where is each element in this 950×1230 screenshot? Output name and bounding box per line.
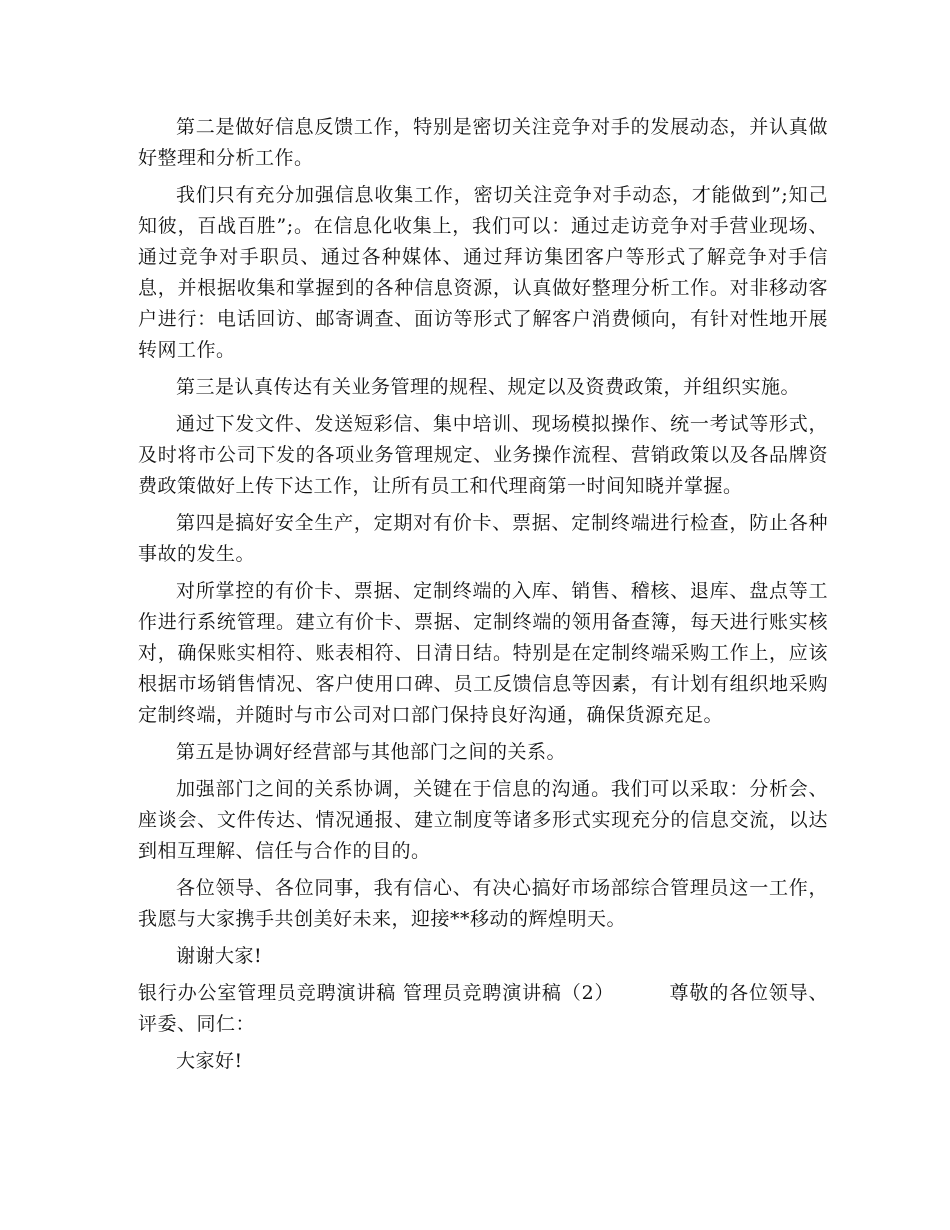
paragraph: 我们只有充分加强信息收集工作，密切关注竞争对手动态，才能做到”;知己知彼，百战百胜”;。在信息化收集上，我们可以：通过走访竞争对手营业现场、通过竞争对手职员、通过各种媒体、通过拜访集团客户等形式了解竞争对手信息，并根据收集和掌握到的各种信息资源，认真做好整理分析工作。对非移动客户进行：电话回访、邮寄调查、面访等形式了解客户消费倾向，有针对性地开展转网工作。	[138, 184, 828, 361]
speech-title-line: 银行办公室管理员竞聘演讲稿 管理员竞聘演讲稿（2） 尊敬的各位领导、评委、同仁：	[138, 982, 828, 1035]
greeting: 大家好!	[176, 1050, 243, 1072]
document-body	[138, 112, 828, 1083]
paragraph: 第五是协调好经营部与其他部门之间的关系。	[176, 741, 567, 763]
paragraph: 加强部门之间的关系协调，关键在于信息的沟通。我们可以采取：分析会、座谈会、文件传达、情况通报、建立制度等诸多形式实现充分的信息交流，以达到相互理解、信任与合作的目的。	[138, 778, 828, 862]
paragraph: 对所掌控的有价卡、票据、定制终端的入库、销售、稽核、退库、盘点等工作进行系统管理。建立有价卡、票据、定制终端的领用备查簿，每天进行账实核对，确保账实相符、账表相符、日清日结。特别是在定制终端采购工作上，应该根据市场销售情况、客户使用口碑、员工反馈信息等因素，有计划有组织地采购定制终端，并随时与市公司对口部门保持良好沟通，确保货源充足。	[138, 580, 828, 726]
paragraph: 第四是搞好安全生产，定期对有价卡、票据、定制终端进行检查，防止各种事故的发生。	[138, 512, 828, 565]
paragraph: 谢谢大家!	[176, 945, 263, 967]
paragraph: 第二是做好信息反馈工作，特别是密切关注竞争对手的发展动态，并认真做好整理和分析工作。	[138, 116, 828, 169]
paragraph: 第三是认真传达有关业务管理的规程、规定以及资费政策，并组织实施。	[176, 376, 801, 398]
paragraph: 各位领导、各位同事，我有信心、有决心搞好市场部综合管理员这一工作，我愿与大家携手共创美好未来，迎接**移动的辉煌明天。	[138, 877, 828, 930]
paragraph: 通过下发文件、发送短彩信、集中培训、现场模拟操作、统一考试等形式，及时将市公司下发的各项业务管理规定、业务操作流程、营销政策以及各品牌资费政策做好上传下达工作，让所有员工和代理商第一时间知晓并掌握。	[138, 413, 828, 497]
